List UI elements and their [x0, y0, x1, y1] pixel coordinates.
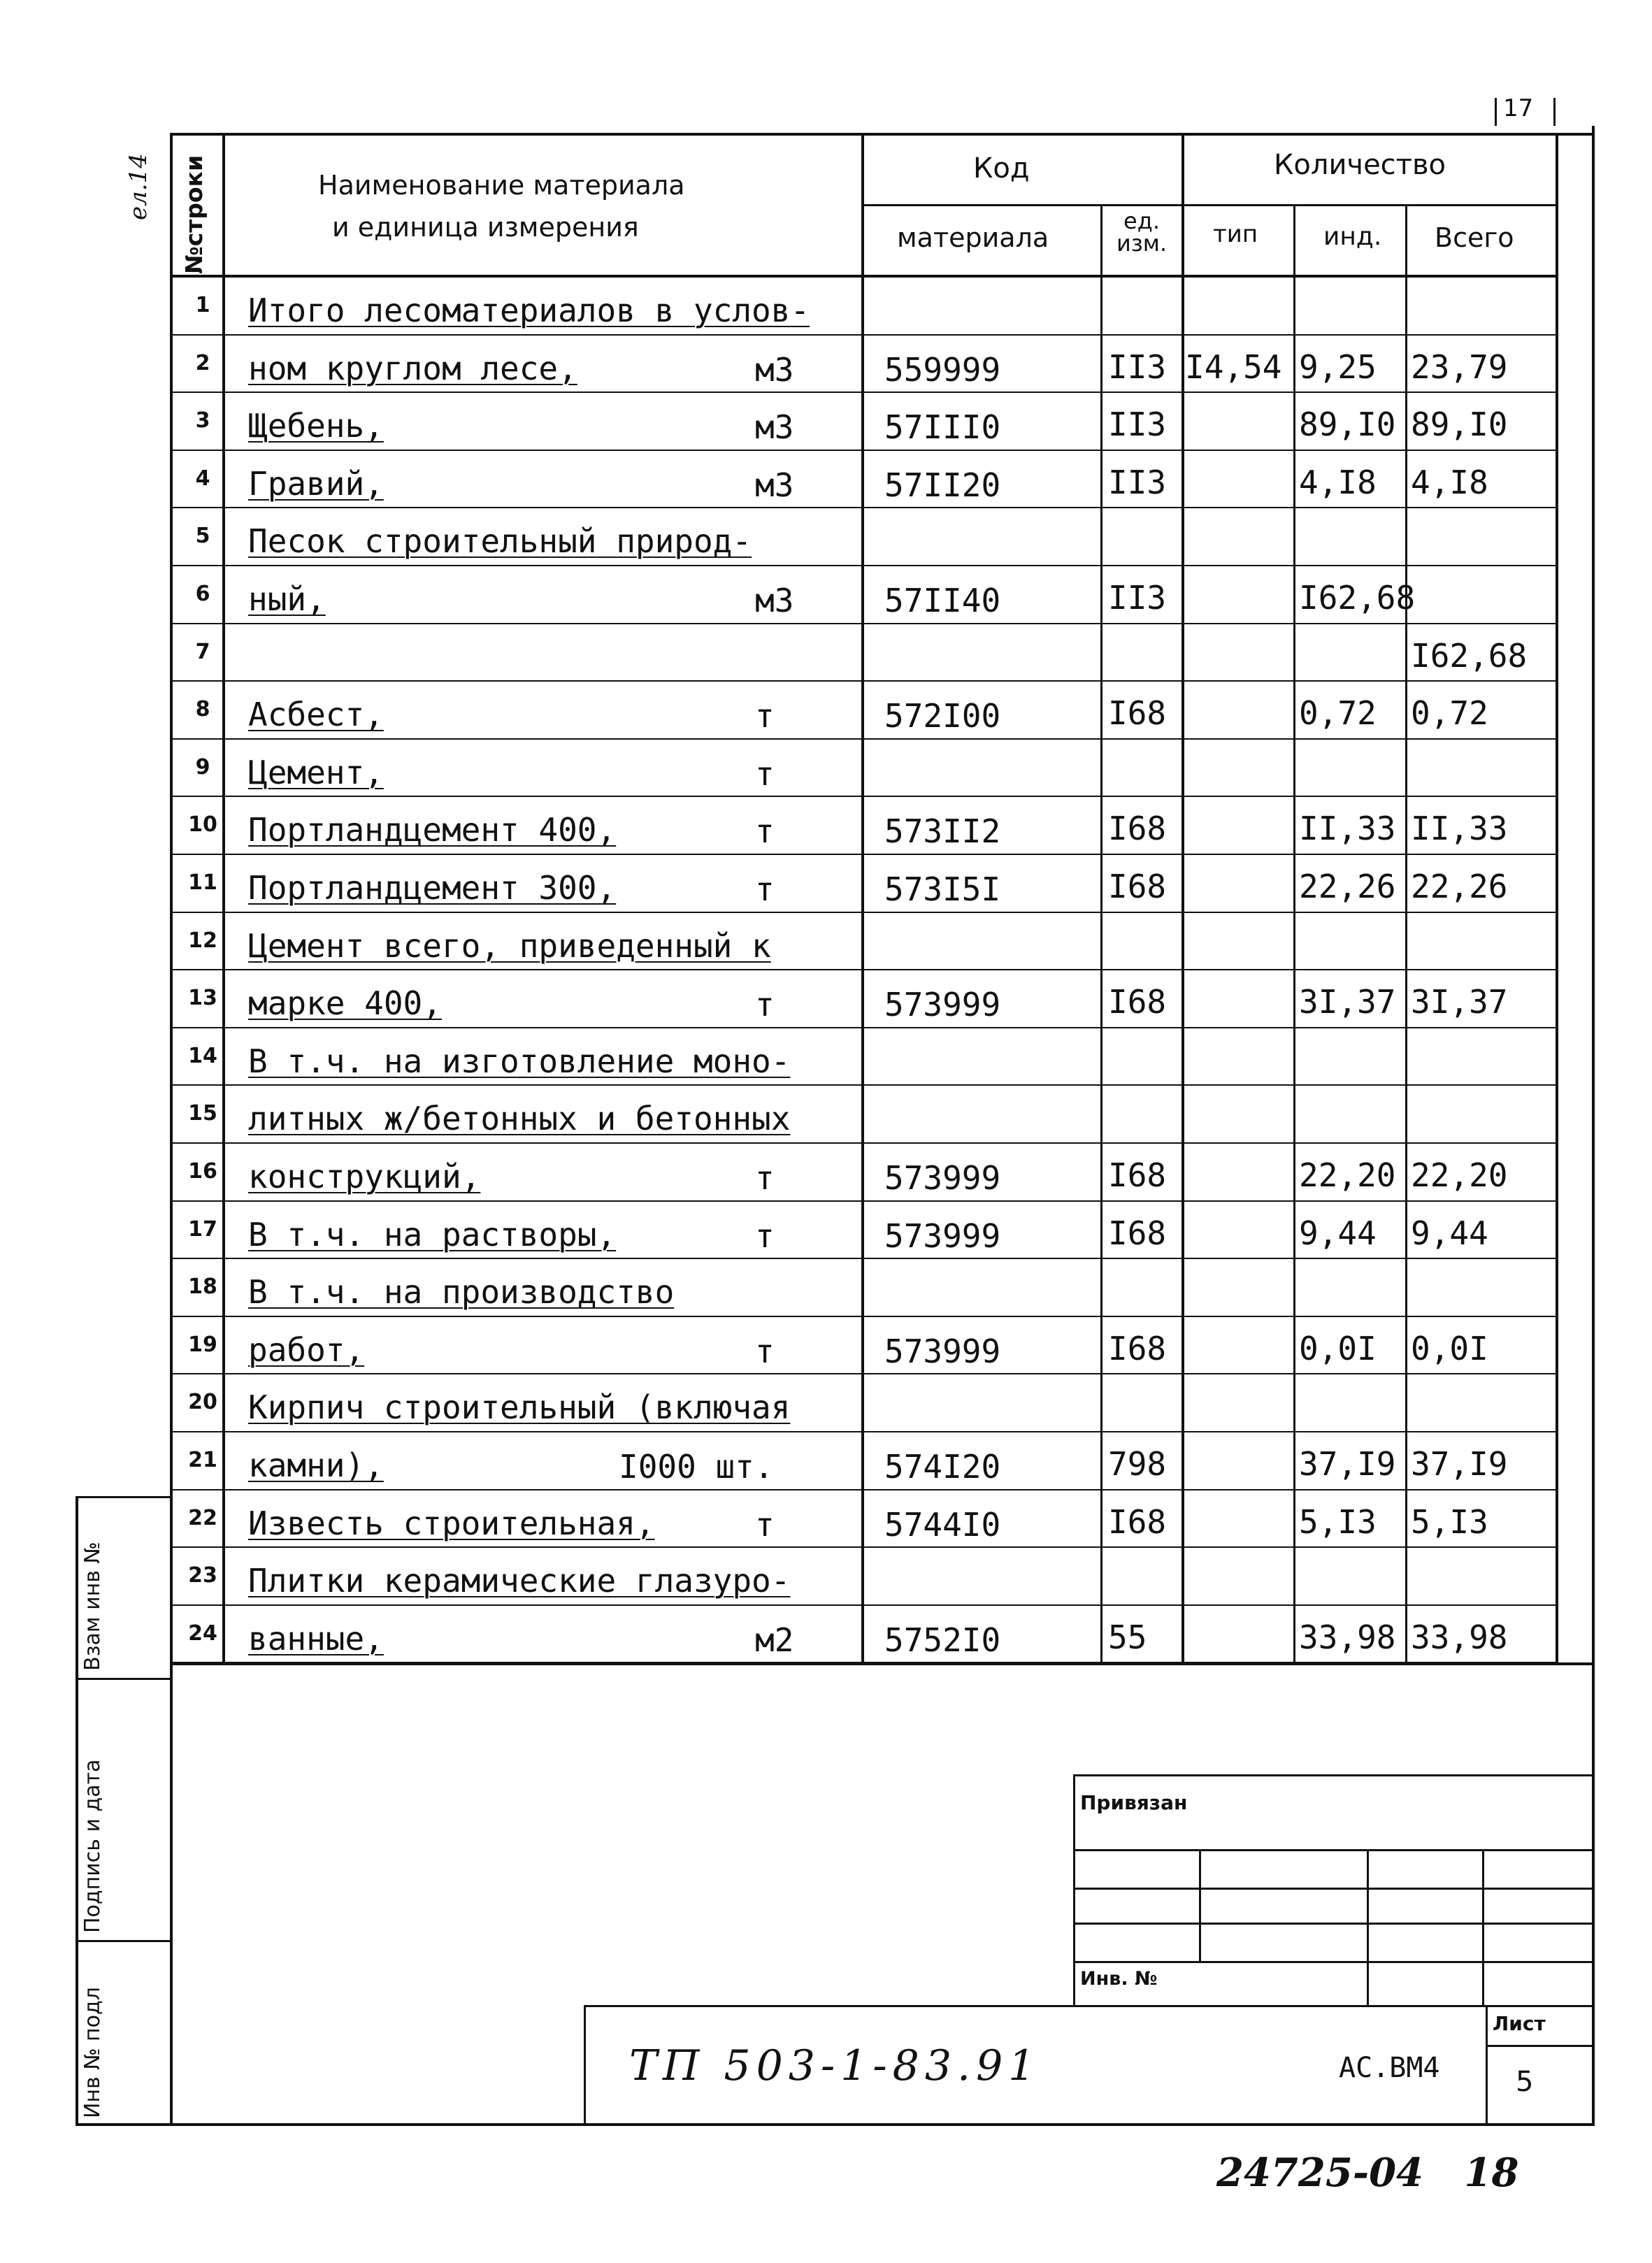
qty-total: 89,I0: [1411, 405, 1508, 444]
row-separator: [173, 1604, 1556, 1606]
qty-ind: II,33: [1299, 810, 1396, 848]
qty-ind: 37,I9: [1299, 1445, 1396, 1483]
unit-code: II3: [1108, 347, 1167, 386]
qty-total: 4,I8: [1411, 463, 1488, 501]
unit-code: I68: [1108, 694, 1167, 733]
row-number: 16: [188, 1159, 217, 1184]
row-number: 11: [188, 870, 217, 895]
material-unit: т: [755, 1332, 775, 1370]
qty-ind: 5,I3: [1299, 1502, 1377, 1541]
row-number: 14: [188, 1043, 217, 1068]
unit-code: I68: [1108, 1329, 1167, 1367]
material-name: литных ж/бетонных и бетонных: [248, 1100, 791, 1138]
qty-total: 0,72: [1411, 694, 1488, 733]
unit-code: II3: [1108, 405, 1167, 444]
material-code: 574I20: [884, 1448, 1001, 1486]
row-separator: [173, 1431, 1556, 1432]
qty-ind: 9,25: [1299, 347, 1377, 386]
row-separator: [173, 912, 1556, 913]
row-number: 10: [188, 812, 217, 838]
row-separator: [173, 1142, 1556, 1144]
material-unit: м3: [755, 582, 794, 619]
material-code: 5744I0: [884, 1505, 1001, 1544]
qty-total: 3I,37: [1411, 983, 1508, 1021]
margin-mark: ел.14: [124, 153, 152, 220]
document-code: ТП 503-1-83.91: [629, 2041, 1041, 2090]
row-separator: [173, 565, 1556, 566]
row-number: 5: [195, 524, 210, 549]
sheet-number: 5: [1516, 2066, 1534, 2098]
material-name: Итого лесоматериалов в услов-: [248, 292, 810, 329]
qty-ind: I62,68: [1299, 579, 1416, 617]
material-name: камни),: [248, 1446, 384, 1484]
material-name: Портландцемент 300,: [248, 869, 617, 907]
code-header: Код: [973, 152, 1030, 185]
material-unit: т: [755, 697, 775, 735]
row-separator: [173, 680, 1556, 682]
unit-code: 55: [1108, 1618, 1147, 1656]
row-number: 24: [188, 1621, 217, 1646]
unit-code: I68: [1108, 1214, 1167, 1252]
material-name: работ,: [248, 1330, 365, 1369]
qty-ind: 4,I8: [1299, 463, 1377, 501]
material-unit: т: [755, 986, 775, 1024]
qty-typ: I4,54: [1185, 347, 1282, 386]
row-number: 4: [195, 466, 210, 491]
row-number-header: №строки: [180, 155, 208, 274]
qty-total: 33,98: [1411, 1618, 1508, 1656]
row-separator: [173, 1258, 1556, 1259]
row-separator: [173, 854, 1556, 855]
qty-ind: 3I,37: [1299, 983, 1396, 1021]
row-number: 20: [188, 1390, 217, 1415]
row-separator: [173, 334, 1556, 336]
material-code: 559999: [884, 350, 1001, 389]
inv-podl-label: Инв № подл: [80, 1987, 105, 2118]
material-unit: I000 шт.: [619, 1448, 774, 1486]
material-name: В т.ч. на производство: [248, 1273, 675, 1312]
material-unit: м3: [755, 408, 794, 447]
material-name: Асбест,: [248, 696, 384, 734]
signature-date-label: Подпись и дата: [80, 1759, 105, 1933]
row-number: 9: [195, 754, 210, 780]
row-separator: [173, 507, 1556, 508]
page-corner-number: 17: [1503, 94, 1534, 122]
material-name: Плитки керамические глазуро-: [248, 1562, 791, 1600]
material-name: В т.ч. на растворы,: [248, 1215, 617, 1253]
row-number: 2: [195, 350, 210, 375]
material-unit: м3: [755, 466, 794, 504]
qty-ind: 22,26: [1299, 868, 1396, 905]
unit-code: I68: [1108, 810, 1167, 848]
material-unit: т: [755, 754, 775, 793]
unit-code: I68: [1108, 868, 1167, 905]
row-number: 17: [188, 1216, 217, 1242]
qty-ind: 33,98: [1299, 1618, 1396, 1656]
corner-tick: [1553, 98, 1556, 126]
row-number: 6: [195, 582, 210, 606]
row-separator: [173, 738, 1556, 740]
table-bottom-line: [170, 1662, 1595, 1665]
qty-total: 22,20: [1411, 1156, 1508, 1194]
footer-handwritten-number: 24725-04 18: [1216, 2150, 1519, 2196]
row-separator: [173, 1200, 1556, 1202]
material-unit: т: [755, 870, 775, 908]
material-name: Гравий,: [248, 464, 384, 503]
material-unit: т: [755, 1505, 775, 1544]
document-section: АС.ВМ4: [1339, 2052, 1440, 2084]
row-number: 15: [188, 1101, 217, 1126]
row-number: 23: [188, 1563, 217, 1588]
row-separator: [173, 391, 1556, 393]
material-name: ванные,: [248, 1619, 384, 1658]
row-separator: [173, 1373, 1556, 1374]
row-number: 8: [195, 697, 210, 722]
qty-ind: 0,72: [1299, 694, 1377, 733]
material-code: 572I00: [884, 697, 1001, 735]
row-separator: [173, 623, 1556, 624]
unit-code: 798: [1108, 1445, 1167, 1483]
typ-header: тип: [1213, 220, 1258, 248]
material-name: марке 400,: [248, 984, 442, 1023]
row-separator: [173, 1316, 1556, 1317]
material-name: В т.ч. на изготовление моно-: [248, 1042, 791, 1080]
unit-code: I68: [1108, 983, 1167, 1021]
inv-no-label: Инв. №: [1080, 1968, 1158, 1990]
qty-total: I62,68: [1411, 636, 1528, 675]
row-separator: [173, 1489, 1556, 1490]
material-unit: м3: [755, 350, 794, 389]
material-code: 573999: [884, 1216, 1001, 1255]
material-code: 573999: [884, 986, 1001, 1024]
material-code: 5752I0: [884, 1621, 1001, 1659]
row-separator: [173, 1027, 1556, 1028]
qty-total: 0,0I: [1411, 1329, 1488, 1367]
qty-ind: 9,44: [1299, 1214, 1377, 1252]
total-header: Всего: [1435, 222, 1514, 253]
row-separator: [173, 796, 1556, 797]
qty-total: 23,79: [1411, 347, 1508, 386]
qty-total: 5,I3: [1411, 1502, 1488, 1541]
material-name: Щебень,: [248, 407, 384, 445]
ind-header: инд.: [1323, 222, 1382, 251]
material-name: Цемент всего, приведенный к: [248, 926, 771, 965]
material-name: Песок строительный природ-: [248, 522, 752, 561]
material-code: 573I5I: [884, 870, 1001, 908]
material-name: Кирпич строительный (включая: [248, 1388, 791, 1427]
material-name: конструкций,: [248, 1158, 481, 1195]
row-number: 19: [188, 1332, 217, 1357]
row-number: 21: [188, 1448, 217, 1472]
material-code: 57III0: [884, 408, 1001, 447]
row-separator: [173, 1084, 1556, 1086]
unit-code: II3: [1108, 579, 1167, 617]
material-name: Портландцемент 400,: [248, 811, 617, 849]
row-separator: [173, 1546, 1556, 1548]
qty-total: 9,44: [1411, 1214, 1488, 1252]
material-name: ном круглом лесе,: [248, 349, 577, 387]
row-number: 12: [188, 928, 217, 953]
row-number: 3: [195, 408, 210, 433]
material-unit: т: [755, 1159, 775, 1197]
qty-total: 37,I9: [1411, 1445, 1508, 1483]
qty-ind: 22,20: [1299, 1156, 1396, 1194]
row-number: 1: [195, 293, 210, 317]
material-name: Цемент,: [248, 753, 384, 791]
quantity-header: Количество: [1274, 149, 1446, 181]
material-code: 57II40: [884, 582, 1001, 619]
material-code: 57II20: [884, 466, 1001, 504]
material-code: 573II2: [884, 812, 1001, 851]
qty-total: 22,26: [1411, 868, 1508, 905]
material-unit: т: [755, 1216, 775, 1255]
name-header-line1: Наименование материала: [318, 170, 685, 201]
row-number: 22: [188, 1505, 217, 1530]
material-code: 573999: [884, 1332, 1001, 1370]
row-separator: [173, 450, 1556, 451]
material-name: Известь строительная,: [248, 1504, 655, 1542]
row-number: 7: [195, 639, 210, 664]
material-name: ный,: [248, 580, 326, 618]
material-code-header: материала: [897, 222, 1049, 253]
corner-tick: [1495, 98, 1497, 126]
row-separator: [173, 969, 1556, 970]
sheet-label: Лист: [1493, 2012, 1546, 2035]
row-number: 18: [188, 1274, 217, 1300]
unit-code: I68: [1108, 1502, 1167, 1541]
qty-total: II,33: [1411, 810, 1508, 848]
privyazan-label: Привязан: [1080, 1791, 1188, 1814]
name-header-line2: и единица измерения: [332, 212, 639, 243]
qty-ind: 89,I0: [1299, 405, 1396, 444]
unit-code: I68: [1108, 1156, 1167, 1194]
material-code: 573999: [884, 1159, 1001, 1197]
vzam-inv-label: Взам инв №: [80, 1542, 105, 1671]
row-number: 13: [188, 986, 217, 1011]
unit-code: II3: [1108, 463, 1167, 501]
qty-ind: 0,0I: [1299, 1329, 1377, 1367]
material-unit: т: [755, 812, 775, 851]
unit-code-header: ед. изм.: [1116, 208, 1168, 257]
material-unit: м2: [755, 1621, 794, 1659]
